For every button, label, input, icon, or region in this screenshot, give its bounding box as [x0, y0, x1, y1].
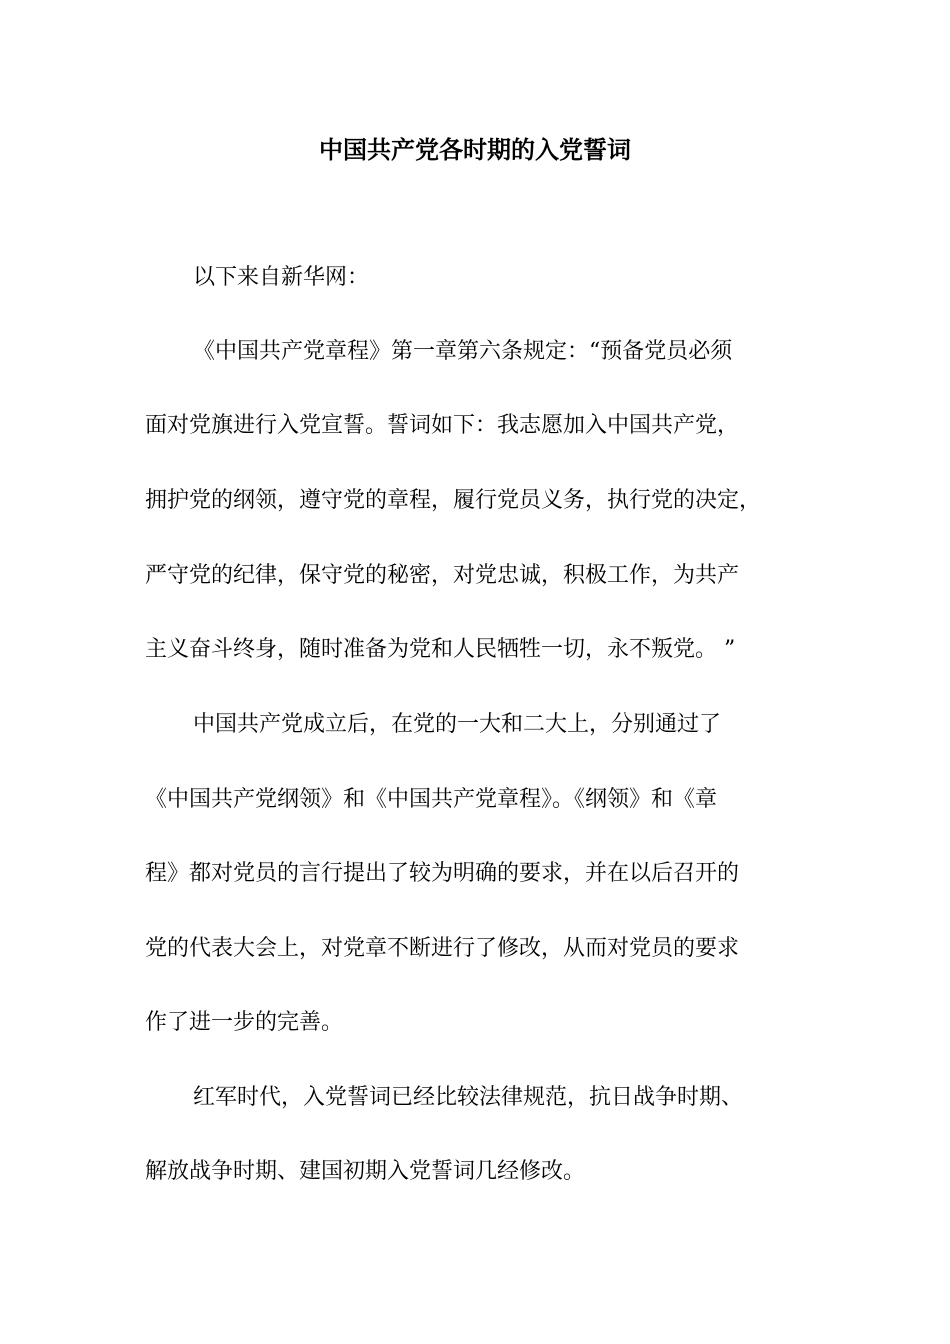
text-line: 中国共产党成立后，在党的一大和二大上，分别通过了 [193, 712, 722, 737]
text-line: 《中国共产党章程》第一章第六条规定：“预备党员必须 [193, 339, 733, 364]
document-title: 中国共产党各时期的入党誓词 [319, 136, 631, 164]
text-line: 以下来自新华网： [193, 265, 370, 290]
text-line: 拥护党的纲领，遵守党的章程，履行党员义务，执行党的决定， [145, 488, 762, 513]
text-line: 《中国共产党纲领》和《中国共产党章程》。《纲领》和《章 [145, 787, 718, 812]
text-line: 严守党的纪律，保守党的秘密，对党忠诚，积极工作，为共产 [145, 563, 740, 588]
text-line: 程》都对党员的言行提出了较为明确的要求，并在以后召开的 [145, 861, 740, 886]
text-line: 党的代表大会上，对党章不断进行了修改，从而对党员的要求 [145, 936, 740, 961]
text-line: 面对党旗进行入党宣誓。誓词如下：我志愿加入中国共产党， [145, 413, 740, 438]
text-line: 解放战争时期、建国初期入党誓词几经修改。 [145, 1159, 586, 1184]
text-line: 主义奋斗终身，随时准备为党和人民牺牲一切，永不叛党。 ” [145, 637, 736, 662]
text-line: 作了进一步的完善。 [145, 1010, 344, 1035]
text-line: 红军时代，入党誓词已经比较法律规范，抗日战争时期、 [193, 1085, 744, 1110]
